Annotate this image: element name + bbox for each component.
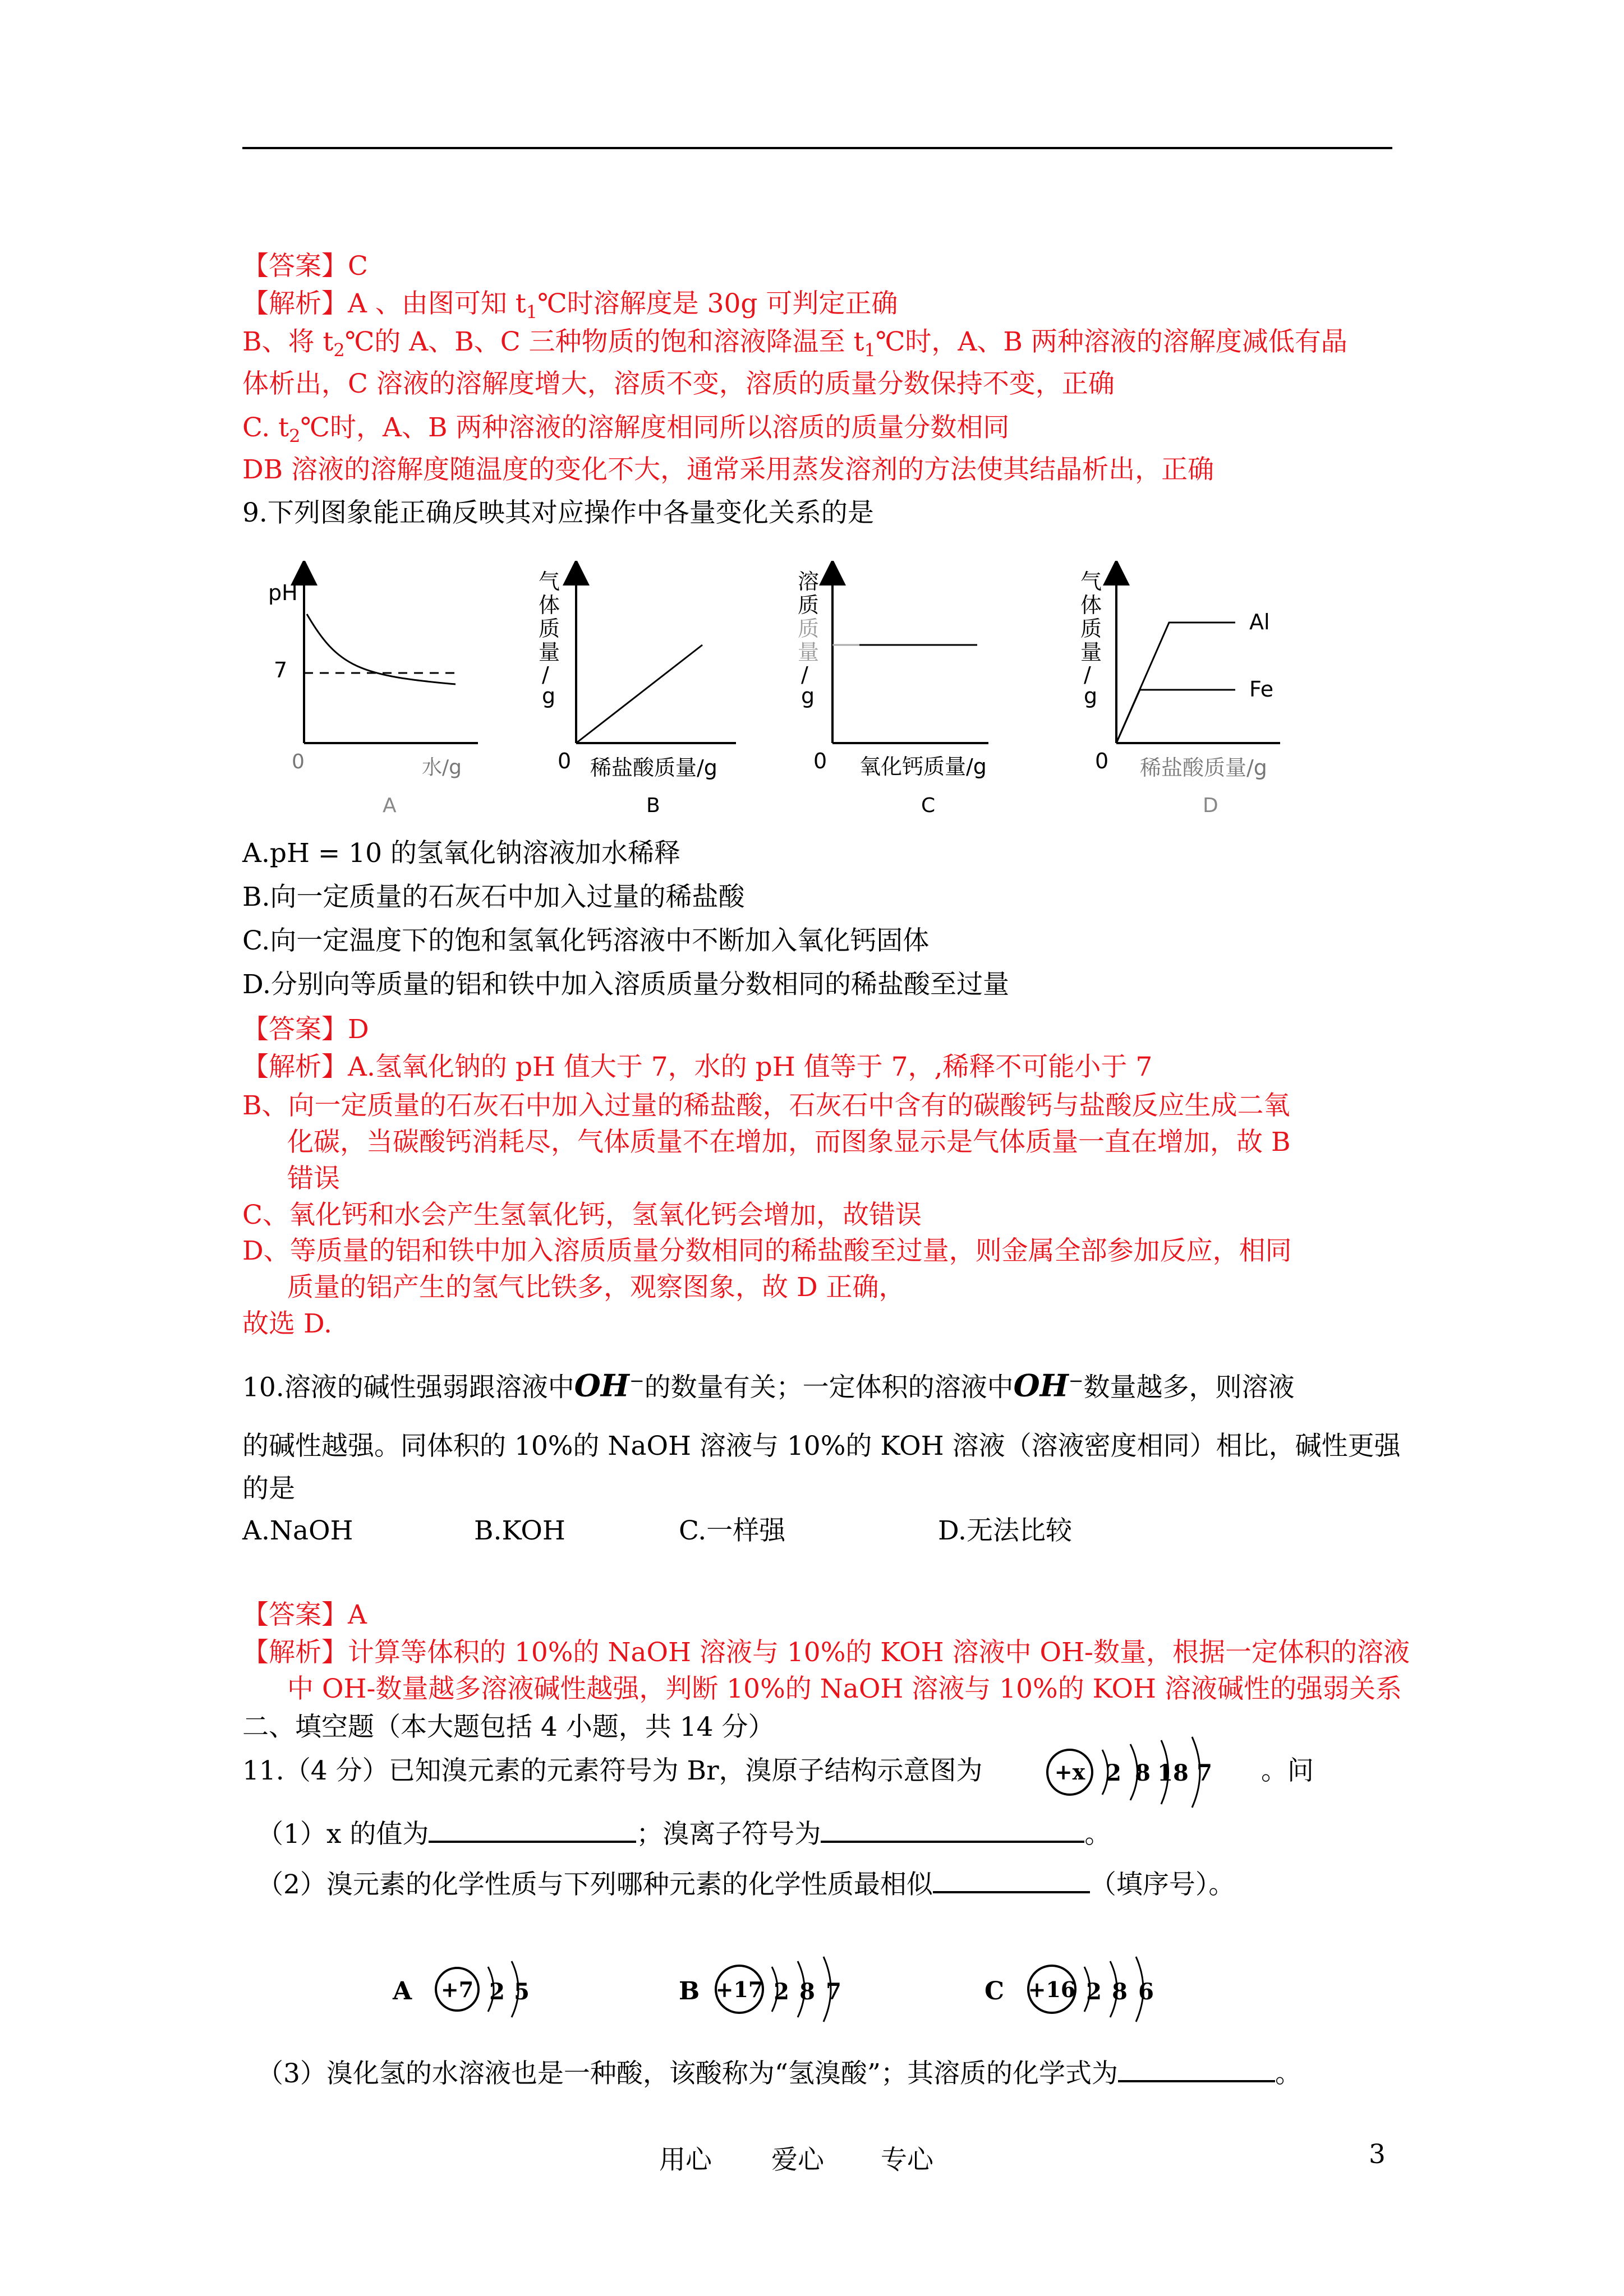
graph-b-ylabel-3: 质 xyxy=(539,616,560,641)
q8-analysis-b: B、将 $t_2℃$的 A、B、C 三种物质的饱和溶液降温至 $t_1℃$时，A、B 两种溶液的溶解度减低有晶 xyxy=(242,326,1347,361)
q11-part1: （1）x 的值为 ；溴离子符号为 。 xyxy=(257,1816,1413,1851)
q11-blank-ion[interactable] xyxy=(821,1816,1084,1843)
graph-c-ylabel-6: g xyxy=(801,684,815,708)
q11-blank-similar[interactable] xyxy=(933,1866,1090,1893)
choice-c-nucleus: +16 xyxy=(1028,1977,1076,2002)
q10-option-a: A.NaOH xyxy=(242,1515,353,1546)
q10-option-c: C.一样强 xyxy=(679,1515,786,1546)
q9-analysis-c: C、氧化钙和水会产生氢氧化钙，氢氧化钙会增加，故错误 xyxy=(242,1200,922,1230)
graph-d-label-fe: Fe xyxy=(1249,677,1274,702)
graph-d xyxy=(1080,569,1280,817)
graph-a-caption: A xyxy=(383,794,397,817)
graph-c xyxy=(798,569,988,817)
q8-analysis-b-cont: 体析出，C 溶液的溶解度增大，溶质不变，溶质的质量分数保持不变，正确 xyxy=(242,368,1115,399)
q10-option-b: B.KOH xyxy=(474,1515,565,1546)
q11-stem: 11.（4 分）已知溴元素的元素符号为 Br，溴原子结构示意图为 xyxy=(242,1755,983,1786)
graph-d-line-fe xyxy=(1116,690,1235,743)
section-2-heading: 二、填空题（本大题包括 4 小题，共 14 分） xyxy=(242,1712,775,1742)
graph-d-ylabel-2: 体 xyxy=(1080,593,1102,617)
q9-analysis-b-3: 错误 xyxy=(287,1163,340,1194)
graph-b-ylabel-1: 气 xyxy=(539,569,560,594)
choice-c-shell-1: 2 xyxy=(1086,1979,1102,2005)
graph-c-ylabel-3: 质 xyxy=(798,616,820,641)
q9-option-a: A.pH = 10 的氢氧化钠溶液加水稀释 xyxy=(242,838,680,869)
graph-d-ylabel-1: 气 xyxy=(1080,569,1102,594)
q8-analysis-d: DB 溶液的溶解度随温度的变化不大，通常采用蒸发溶剂的方法使其结晶析出，正确 xyxy=(242,454,1214,485)
graph-c-xlabel: 氧化钙质量/g xyxy=(859,754,987,779)
choice-b-label: B xyxy=(679,1977,700,2005)
graph-b-origin: 0 xyxy=(558,749,572,773)
graph-a-origin: 0 xyxy=(292,750,305,773)
graph-c-ylabel-5: / xyxy=(801,662,808,687)
graph-c-ylabel-1: 溶 xyxy=(798,569,820,594)
footer-mid: 爱心 xyxy=(771,2145,824,2175)
graph-a-ylabel: pH xyxy=(268,580,298,605)
q8-analysis-c: C. $t_2℃$时，A、B 两种溶液的溶解度相同所以溶质的质量分数相同 xyxy=(242,412,1010,447)
choice-c-shell-3: 6 xyxy=(1138,1979,1154,2005)
graph-d-ylabel-4: 量 xyxy=(1080,640,1102,665)
q11-blank-x[interactable] xyxy=(429,1816,636,1843)
footer-left: 用心 xyxy=(659,2145,712,2175)
q9-option-d: D.分别向等质量的铝和铁中加入溶质质量分数相同的稀盐酸至过量 xyxy=(242,969,1009,1000)
br-nucleus: +x xyxy=(1054,1759,1085,1785)
q10-analysis-2: 中 OH-数量越多溶液碱性越强，判断 10%的 NaOH 溶液与 10%的 KOH 溶液碱性的强弱关系 xyxy=(287,1673,1402,1704)
choice-a-label: A xyxy=(393,1977,412,2005)
graph-d-ylabel-6: g xyxy=(1084,684,1098,708)
choice-c-label: C xyxy=(984,1977,1005,2005)
choice-b-nucleus: +17 xyxy=(715,1977,763,2002)
graph-d-label-al: Al xyxy=(1249,610,1270,634)
graph-c-origin: 0 xyxy=(813,749,827,773)
q10-stem-line2: 的碱性越强。同体积的 10%的 NaOH 溶液与 10%的 KOH 溶液（溶液密度相同）相比，碱性更强 xyxy=(242,1431,1401,1461)
q10-stem-line1: 10.溶液的碱性强弱跟溶液中OH−的数量有关；一定体积的溶液中OH−数量越多，则溶液 xyxy=(242,1367,1295,1404)
q8-analysis-a: 【解析】A 、由图可知 $t_1℃$时溶解度是 30g 可判定正确 xyxy=(242,288,898,323)
br-shell-1: 2 xyxy=(1106,1760,1121,1786)
q9-analysis-b-1: B、向一定质量的石灰石中加入过量的稀盐酸，石灰石中含有的碳酸钙与盐酸反应生成二氧 xyxy=(242,1090,1290,1121)
header-rule xyxy=(242,147,1392,149)
footer-right: 专心 xyxy=(881,2145,933,2175)
choice-c-atom xyxy=(979,1954,1170,2030)
q9-option-b: B.向一定质量的石灰石中加入过量的稀盐酸 xyxy=(242,882,745,912)
graph-c-ylabel-2: 质 xyxy=(798,593,820,617)
q9-analysis-b-2: 化碳，当碳酸钙消耗尽，气体质量不在增加，而图象显示是气体质量一直在增加，故 B xyxy=(287,1127,1291,1158)
q11-part3: （3）溴化氢的水溶液也是一种酸，该酸称为“氢溴酸”；其溶质的化学式为 。 xyxy=(257,2055,1413,2091)
oh-ion-2: OH xyxy=(1013,1367,1069,1404)
choice-b-shell-3: 7 xyxy=(826,1979,841,2005)
graph-b-caption: B xyxy=(646,794,660,817)
graph-c-caption: C xyxy=(921,794,936,817)
graph-b xyxy=(539,569,736,817)
graph-d-xlabel: 稀盐酸质量/g xyxy=(1140,755,1267,780)
q11-stem-end: 。问 xyxy=(1261,1755,1314,1786)
graph-a xyxy=(268,572,478,817)
choice-a-shell-2: 5 xyxy=(514,1979,530,2005)
q9-stem: 9.下列图象能正确反映其对应操作中各量变化关系的是 xyxy=(242,497,874,528)
q9-analysis-a: 【解析】A.氢氧化钠的 pH 值大于 7，水的 pH 值等于 7，,稀释不可能小于 7 xyxy=(242,1052,1153,1082)
graph-b-ylabel-4: 量 xyxy=(539,640,560,665)
choice-a-shell-1: 2 xyxy=(489,1979,505,2005)
graph-d-line-al xyxy=(1116,623,1235,743)
graph-a-xlabel: 水/g xyxy=(422,756,462,779)
q11-part2: （2）溴元素的化学性质与下列哪种元素的化学性质最相似 （填序号）。 xyxy=(257,1866,1413,1902)
q9-figures xyxy=(242,561,1398,830)
choice-a-nucleus: +7 xyxy=(440,1977,474,2002)
q11-blank-formula[interactable] xyxy=(1118,2055,1275,2082)
q9-graphs xyxy=(242,561,1398,830)
graph-b-ylabel-6: g xyxy=(542,684,556,708)
q10-analysis-1: 【解析】计算等体积的 10%的 NaOH 溶液与 10%的 KOH 溶液中 OH-数量，根据一定体积的溶液 xyxy=(242,1637,1410,1668)
graph-d-ylabel-3: 质 xyxy=(1080,616,1102,641)
q9-answer: 【答案】D xyxy=(242,1014,369,1045)
q9-analysis-d-1: D、等质量的铝和铁中加入溶质质量分数相同的稀盐酸至过量，则金属全部参加反应，相同 xyxy=(242,1235,1292,1266)
choice-b-shell-1: 2 xyxy=(774,1979,789,2005)
choice-a-atom xyxy=(387,1954,567,2030)
graph-b-xlabel: 稀盐酸质量/g xyxy=(590,755,717,780)
q10-answer: 【答案】A xyxy=(242,1599,367,1630)
q8-answer: 【答案】C xyxy=(242,251,368,282)
graph-a-tick: 7 xyxy=(274,658,288,683)
graph-c-ylabel-4: 量 xyxy=(798,640,820,665)
oh-ion: OH xyxy=(574,1367,629,1404)
q9-analysis-d-2: 质量的铝产生的氢气比铁多，观察图象，故 D 正确， xyxy=(287,1272,905,1303)
br-shell-4: 7 xyxy=(1197,1760,1212,1786)
graph-b-ylabel-5: / xyxy=(542,662,549,687)
br-atom-diagram xyxy=(1041,1736,1248,1811)
graph-d-ylabel-5: / xyxy=(1084,662,1091,687)
br-shell-2: 8 xyxy=(1135,1760,1151,1786)
q10-option-d: D.无法比较 xyxy=(938,1515,1072,1546)
choice-b-shell-2: 8 xyxy=(799,1979,815,2005)
graph-b-ylabel-2: 体 xyxy=(539,593,560,617)
graph-d-origin: 0 xyxy=(1095,749,1109,773)
choice-b-atom xyxy=(673,1954,864,2030)
choice-c-shell-2: 8 xyxy=(1112,1979,1128,2005)
q10-stem-line3: 的是 xyxy=(242,1473,295,1504)
page-number: 3 xyxy=(1369,2139,1386,2170)
graph-b-line xyxy=(576,645,702,743)
br-shell-3: 18 xyxy=(1157,1760,1189,1786)
q9-conclusion: 故选 D. xyxy=(242,1308,332,1339)
graph-d-caption: D xyxy=(1203,794,1218,817)
q9-option-c: C.向一定温度下的饱和氢氧化钙溶液中不断加入氧化钙固体 xyxy=(242,925,930,956)
